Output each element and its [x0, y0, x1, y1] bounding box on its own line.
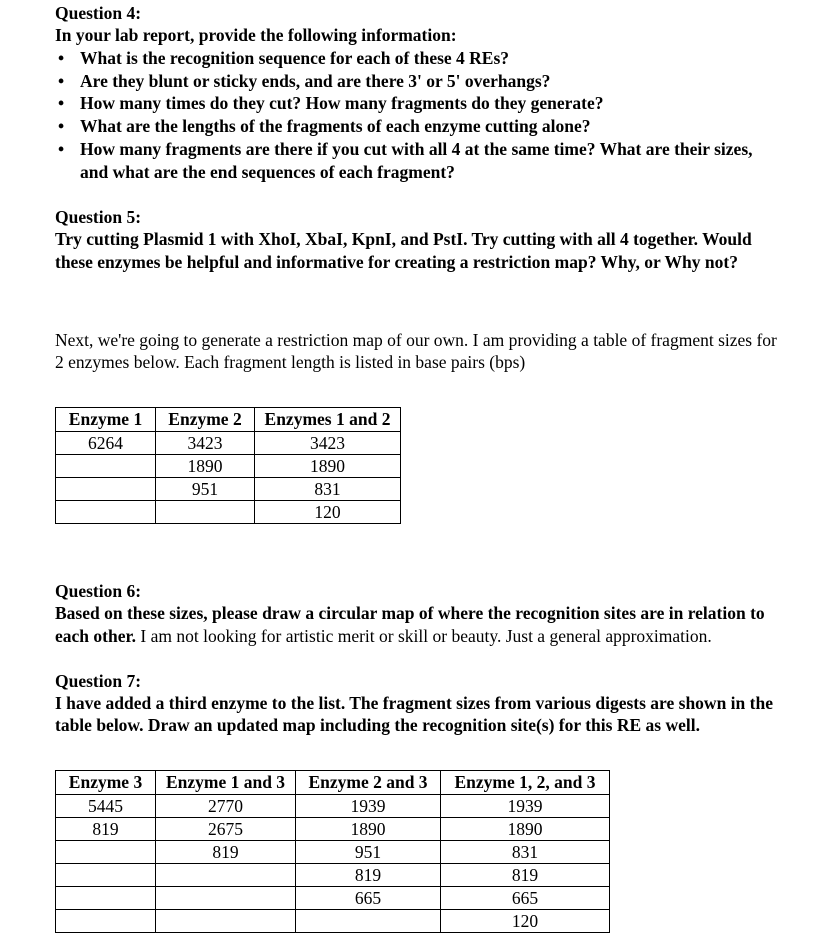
list-item-text: What is the recognition sequence for each of these 4 REs?	[80, 47, 510, 68]
table-header-row	[56, 408, 401, 432]
table-cell	[56, 478, 156, 501]
list-item	[55, 138, 780, 184]
question-6-body-regular: I am not looking for artistic merit or skill or beauty. Just a general approximation.	[136, 625, 712, 646]
table-cell: 3423	[156, 432, 255, 455]
table-row	[56, 501, 401, 524]
list-item-text: Are they blunt or sticky ends, and are there 3' or 5' overhangs?	[80, 70, 551, 91]
column-header: Enzyme 1	[56, 408, 156, 432]
fragment-table-2-wrapper	[55, 770, 780, 933]
question-4-heading: Question 4:	[55, 3, 142, 23]
table-cell: 831	[255, 478, 401, 501]
question-6-body	[55, 602, 780, 647]
table-cell: 3423	[255, 432, 401, 455]
question-4-bullet-list	[55, 47, 780, 184]
table-cell: 1890	[156, 455, 255, 478]
fragment-table-2	[55, 770, 610, 933]
table-cell: 665	[441, 887, 610, 910]
table-cell	[156, 910, 296, 933]
spacer	[55, 184, 780, 206]
question-5-heading: Question 5:	[55, 206, 142, 227]
question-5-body: Try cutting Plasmid 1 with XhoI, XbaI, KpnI, and PstI. Try cutting with all 4 together. Would these enzymes be helpful and informative for creating a restriction map? Why, or Why not?	[55, 229, 752, 272]
column-header: Enzymes 1 and 2	[255, 408, 401, 432]
table-cell: 1890	[441, 818, 610, 841]
list-item	[55, 47, 780, 70]
table-cell: 1939	[441, 795, 610, 818]
table-cell: 5445	[56, 795, 156, 818]
table-row	[56, 455, 401, 478]
question-6-heading: Question 6:	[55, 580, 142, 601]
table-cell: 1890	[255, 455, 401, 478]
bullet-icon: •	[58, 70, 65, 91]
intro-paragraph: Next, we're going to generate a restriction map of our own. I am providing a table of fragment sizes for 2 enzymes below. Each fragment length is listed in base pairs (bps)	[55, 329, 777, 373]
table-cell	[56, 841, 156, 864]
table-row	[56, 432, 401, 455]
question-7-body: I have added a third enzyme to the list. The fragment sizes from various digests are shown in the table below. Draw an updated map including the recognition site(s) for this RE as well.	[55, 692, 773, 736]
table-row	[56, 864, 610, 887]
table-row	[56, 818, 610, 841]
question-7-heading: Question 7:	[55, 670, 142, 691]
table-cell	[56, 887, 156, 910]
bullet-icon: •	[58, 139, 65, 159]
table-cell: 1939	[296, 795, 441, 818]
table-cell: 951	[296, 841, 441, 864]
table-cell: 2770	[156, 795, 296, 818]
table-cell: 951	[156, 478, 255, 501]
spacer	[55, 569, 780, 580]
list-item-text: How many fragments are there if you cut with all 4 at the same time? What are their sizes, and what are the end sequences of each fragment?	[80, 139, 753, 182]
table-cell: 120	[255, 501, 401, 524]
spacer	[55, 759, 780, 770]
bullet-icon: •	[58, 116, 65, 137]
document-content	[55, 2, 780, 933]
question-5-block	[55, 206, 780, 273]
bullet-icon: •	[58, 93, 65, 114]
table-cell: 1890	[296, 818, 441, 841]
question-7-block	[55, 670, 780, 737]
fragment-table-1-wrapper	[55, 407, 780, 524]
spacer	[55, 318, 780, 329]
table-cell: 6264	[56, 432, 156, 455]
table-row	[56, 478, 401, 501]
question-6-body-bold: Based on these sizes, please draw a circular map of where the recognition sites are in relation to each other.	[55, 603, 765, 646]
table-cell: 819	[156, 841, 296, 864]
spacer	[55, 547, 780, 569]
column-header: Enzyme 3	[56, 771, 156, 795]
spacer	[55, 396, 780, 407]
bullet-icon: •	[58, 47, 65, 68]
question-4-intro: In your lab report, provide the following information:	[55, 25, 457, 46]
table-row	[56, 841, 610, 864]
list-item-text: How many times do they cut? How many fragments do they generate?	[80, 93, 604, 114]
spacer	[55, 524, 780, 546]
column-header: Enzyme 2	[156, 408, 255, 432]
table-cell	[56, 455, 156, 478]
table-cell	[296, 910, 441, 933]
question-6-block	[55, 580, 780, 647]
table-cell: 819	[296, 864, 441, 887]
table-header-row	[56, 771, 610, 795]
column-header: Enzyme 1, 2, and 3	[441, 771, 610, 795]
spacer	[55, 296, 780, 318]
table-row	[56, 795, 610, 818]
spacer	[55, 273, 780, 295]
table-cell	[156, 864, 296, 887]
fragment-table-1	[55, 407, 401, 524]
table-cell	[156, 887, 296, 910]
column-header: Enzyme 1 and 3	[156, 771, 296, 795]
spacer	[55, 737, 780, 759]
question-4-block	[55, 2, 780, 184]
list-item	[55, 92, 780, 115]
table-row	[56, 910, 610, 933]
list-item-text: What are the lengths of the fragments of each enzyme cutting alone?	[80, 116, 591, 137]
table-cell	[56, 864, 156, 887]
table-cell: 120	[441, 910, 610, 933]
table-cell	[56, 501, 156, 524]
column-header: Enzyme 2 and 3	[296, 771, 441, 795]
list-item	[55, 70, 780, 93]
table-cell: 819	[441, 864, 610, 887]
spacer	[55, 374, 780, 396]
table-cell	[156, 501, 255, 524]
table-cell: 2675	[156, 818, 296, 841]
table-row	[56, 887, 610, 910]
spacer	[55, 647, 780, 669]
table-cell: 819	[56, 818, 156, 841]
table-cell	[56, 910, 156, 933]
table-cell: 831	[441, 841, 610, 864]
list-item	[55, 115, 780, 138]
table-cell: 665	[296, 887, 441, 910]
